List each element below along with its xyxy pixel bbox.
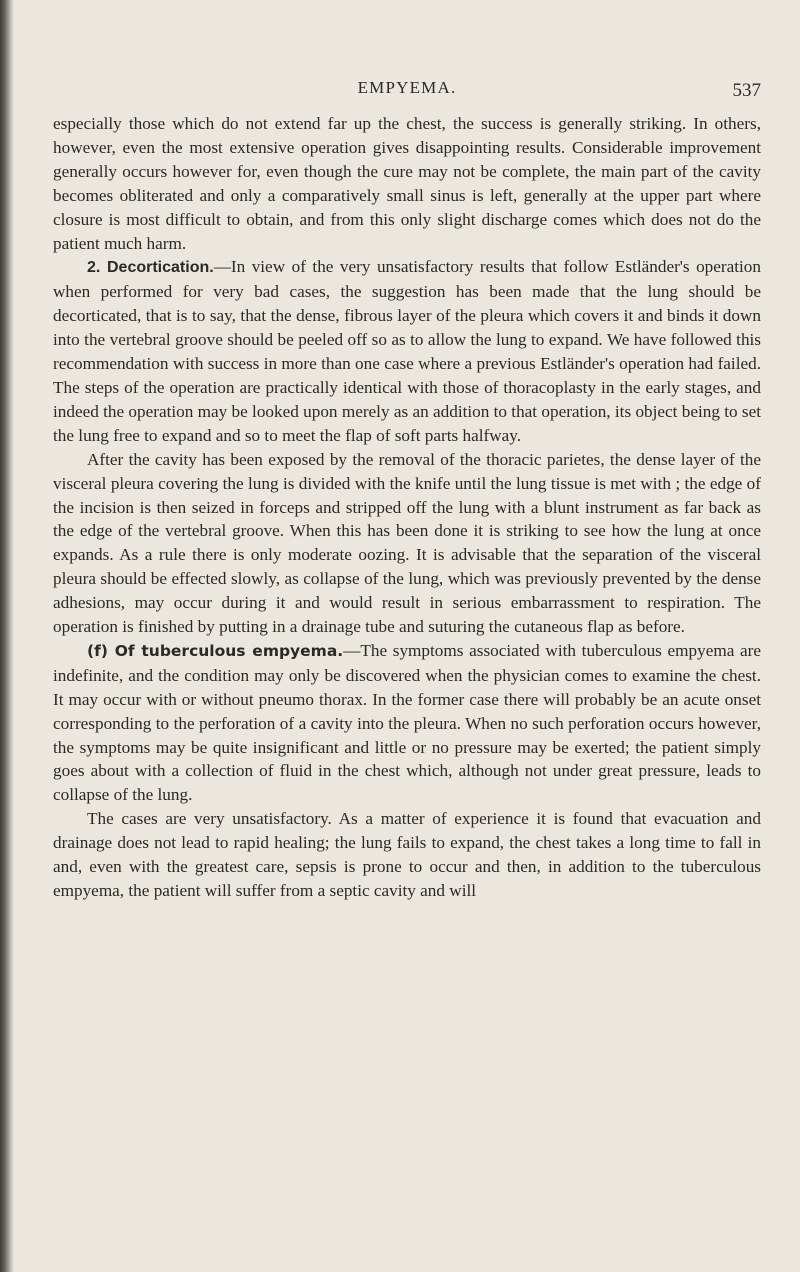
paragraph-continuation: especially those which do not extend far up the chest, the success is generally striking. In others, however, even the most extensive operation gives disappointing results. Considerable improvement generally occurs however for, even though the cure may not be complete, the main part of the cavity becomes obliterated and only a comparatively small sinus is left, generally at the upper part where closure is most difficult to obtain, and from this only slight discharge comes which does not do the patient much harm.	[53, 114, 761, 253]
paragraph-text: —In view of the very unsatisfactory results that follow Estländer's operation when performed for very bad cases, the suggestion has been made that the lung should be decorticated, that is to say, that the dense, fibrous layer of the pleura which covers it and binds it down into the vertebral groove should be peeled off so as to allow the lung to expand. We have followed this recommendation with success in more than one case where a previous Estländer's operation had failed. The steps of the operation are practically identical with those of thoracoplasty in the early stages, and indeed the operation may be looked upon merely as an addition to that operation, its object being to set the lung free to expand and so to meet the flap of soft parts halfway.	[53, 257, 761, 445]
section-heading-tuberculous: (f) Of tuberculous empyema.	[87, 641, 344, 660]
page-number: 537	[732, 80, 761, 101]
page-body	[53, 112, 761, 903]
paragraph-outcome: The cases are very unsatisfactory. As a matter of experience it is found that evacuation and drainage does not lead to rapid healing; the lung fails to expand, the chest takes a long time to fall in and, even with the greatest care, sepsis is prone to occur and then, in addition to the tuberculous empyema, the patient will suffer from a septic cavity and will	[53, 809, 761, 900]
running-head: EMPYEMA.	[357, 78, 457, 97]
paragraph-decortication	[53, 255, 761, 447]
paragraph-tuberculous	[53, 639, 761, 807]
book-page	[53, 78, 761, 903]
binding-gutter-shadow	[0, 0, 14, 1272]
page-header	[53, 78, 761, 110]
section-heading-decortication: 2. Decortication.	[87, 259, 214, 277]
paragraph-procedure: After the cavity has been exposed by the removal of the thoracic parietes, the dense layer of the visceral pleura covering the lung is divided with the knife until the lung tissue is met with ; the edge of the incision is then seized in forceps and stripped off the lung with a blunt instrument as far back as the edge of the vertebral groove. When this has been done it is striking to see how the lung at once expands. As a rule there is only moderate oozing. It is advisable that the separation of the visceral pleura should be effected slowly, as collapse of the lung, which was previously prevented by the dense adhesions, may occur during it and would result in serious embarrassment to respiration. The operation is finished by putting in a drainage tube and suturing the cutaneous flap as before.	[53, 449, 761, 637]
paragraph-text: —The symptoms associated with tuberculous empyema are indefinite, and the condition may only be discovered when the physician comes to examine the chest. It may occur with or without pneumo thorax. In the former case there will probably be an acute onset corresponding to the perforation of a cavity into the pleura. When no such perforation occurs however, the symptoms may be quite insignificant and little or no pressure may be exerted; the patient simply goes about with a collection of fluid in the chest which, although not under great pressure, leads to collapse of the lung.	[53, 640, 761, 805]
